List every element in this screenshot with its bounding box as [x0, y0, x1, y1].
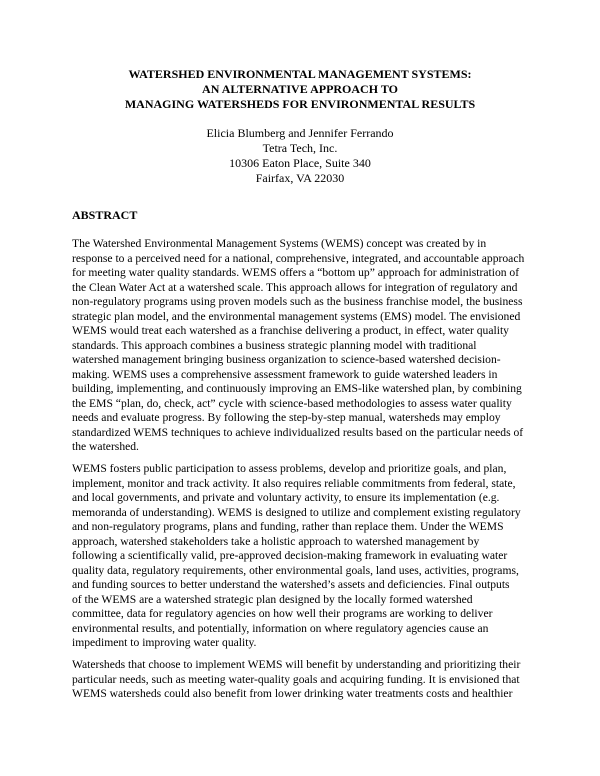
paragraph-line: particular needs, such as meeting water-quality goals and acquiring funding. It is envisioned that	[72, 672, 520, 686]
paragraph-line: impediment to improving water quality.	[72, 636, 257, 649]
paper-title	[0, 67, 600, 112]
author-city: Fairfax, VA 22030	[255, 171, 345, 185]
author-block	[0, 126, 600, 186]
paragraph-line: implement, monitor and track activity. It also requires reliable commitments from federal, state,	[72, 476, 516, 490]
abstract-paragraph	[72, 658, 532, 702]
paragraph-line: watershed management bringing business organization to science-based watershed decision-	[72, 353, 501, 366]
paragraph-line: building, implementing, and continuously improving an EMS-like watershed plan, by combining	[72, 382, 522, 395]
paragraph-line: and local governments, and private and voluntary activity, to ensure its implementation (e.g.	[72, 491, 500, 504]
author-address: 10306 Eaton Place, Suite 340	[229, 156, 371, 170]
paragraph-line: needs and evaluate progress. By following the step-by-step manual, watersheds may employ	[72, 411, 501, 424]
paragraph-line: making. WEMS uses a comprehensive assessment framework to guide watershed leaders in	[72, 367, 498, 381]
paragraph-line: of the WEMS are a watershed strategic plan designed by the locally formed watershed	[72, 592, 473, 606]
paragraph-line: WEMS watersheds could also benefit from lower drinking water treatments costs and healthier	[72, 687, 513, 700]
paragraph-line: the EMS “plan, do, check, act” cycle with science-based methodologies to assess water quality	[72, 396, 512, 410]
paragraph-line: standards. This approach combines a business strategic planning model with traditional	[72, 338, 477, 352]
paragraph-line: WEMS fosters public participation to assess problems, develop and prioritize goals, and plan,	[72, 462, 507, 475]
paragraph-line: following a scientifically valid, pre-approved decision-making framework in evaluating water	[72, 549, 508, 562]
paragraph-line: response to a perceived need for a national, comprehensive, integrated, and accountable approach	[72, 251, 525, 265]
paragraph-line: and non-regulatory programs, plans and funding, rather than replace them. Under the WEMS	[72, 520, 504, 533]
paragraph-line: standardized WEMS techniques to achieve individualized results based on the particular needs of	[72, 425, 524, 439]
abstract-paragraph	[72, 237, 532, 455]
paragraph-line: the watershed.	[72, 440, 139, 453]
author-names: Elicia Blumberg and Jennifer Ferrando	[206, 126, 394, 140]
paragraph-line: the Clean Water Act at a watershed scale. This approach allows for integration of regulatory and	[72, 280, 518, 294]
paragraph-line: Watersheds that choose to implement WEMS will benefit by understanding and prioritizing their	[72, 658, 521, 671]
paragraph-line: environmental results, and potentially, information on where regulatory agencies cause an	[72, 621, 489, 635]
paragraph-line: non-regulatory programs using proven models such as the business franchise model, the business	[72, 295, 523, 308]
paragraph-line: memoranda of understanding). WEMS is designed to utilize and complement existing regulatory	[72, 505, 521, 519]
paragraph-line: approach, watershed stakeholders take a holistic approach to watershed management by	[72, 534, 480, 548]
title-line: WATERSHED ENVIRONMENTAL MANAGEMENT SYSTEMS:	[128, 67, 472, 81]
paragraph-line: and funding sources to better understand the watershed’s assets and deficiencies. Final outputs	[72, 578, 510, 591]
title-line: MANAGING WATERSHEDS FOR ENVIRONMENTAL RESULTS	[124, 97, 476, 111]
paragraph-line: quality data, regulatory requirements, other environmental goals, land uses, activities, programs,	[72, 563, 519, 577]
paragraph-line: strategic plan model, and the environmental management systems (EMS) model. The envisioned	[72, 309, 521, 323]
abstract-paragraph	[72, 462, 532, 651]
abstract-heading: ABSTRACT	[72, 208, 138, 222]
author-organization: Tetra Tech, Inc.	[262, 141, 338, 155]
paragraph-line: The Watershed Environmental Management Systems (WEMS) concept was created by in	[72, 237, 487, 250]
paragraph-line: WEMS would treat each watershed as a franchise delivering a product, in effect, water quality	[72, 324, 509, 337]
paragraph-line: for meeting water quality standards. WEMS offers a “bottom up” approach for administration of	[72, 266, 520, 279]
title-line: AN ALTERNATIVE APPROACH TO	[202, 82, 398, 96]
paragraph-line: committee, data for regulatory agencies on how well their programs are working to deliver	[72, 607, 493, 620]
